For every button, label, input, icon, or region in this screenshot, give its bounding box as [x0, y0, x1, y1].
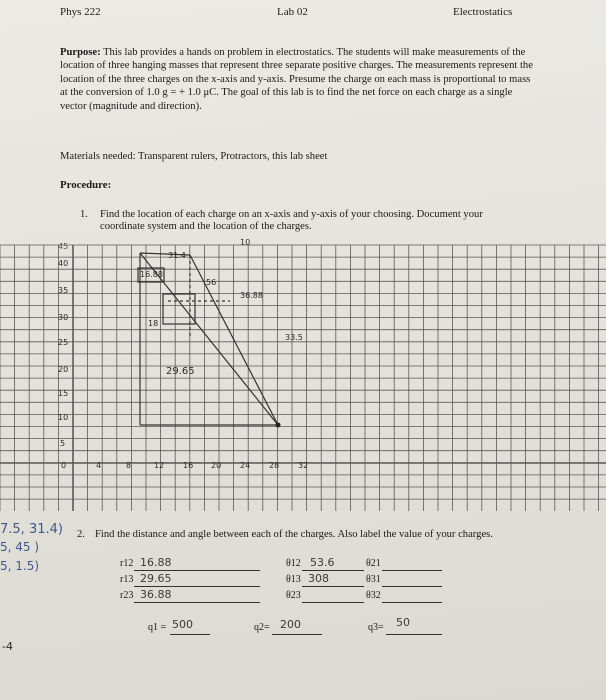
q2-label: q2=	[254, 622, 270, 633]
r12-line	[134, 570, 260, 571]
step-1-text: Find the location of each charge on an x-axis and y-axis of your choosing. Document your coordinate system and the location of the charges.	[100, 209, 483, 232]
top-mark: 10	[240, 238, 251, 247]
r23-label: r23	[120, 590, 134, 601]
y-label: 20	[58, 365, 69, 374]
r13-line	[134, 586, 260, 587]
angle-label: 18	[148, 319, 159, 328]
graph-paper	[0, 238, 606, 520]
purpose-text: This lab provides a hands on problem in electrostatics. The students will make measurements of the location of three hanging masses that represent three separate positive charges. The measurements represent the location of the three charges on the x-axis and y-axis. Presume the charge on each mass is proportional to mass at the conversion of 1.0 g = + 1.0 μC. The goal of this lab is to find the net force on each charge as a single vector (magnitude and direction).	[60, 47, 533, 112]
y-label: 10	[58, 413, 69, 422]
x-label: 12	[154, 461, 165, 470]
topic-title: Electrostatics	[453, 6, 513, 18]
grid-lines	[0, 245, 606, 511]
x-label: 28	[269, 461, 280, 470]
theta32-line	[382, 602, 442, 603]
distance-label-r12: 16.88	[140, 270, 163, 279]
angle-label: 31.4	[168, 251, 186, 260]
q3-line	[386, 634, 442, 635]
distance-label: 33.5	[285, 333, 303, 342]
step-2-number: 2.	[77, 529, 85, 540]
margin-note: 5, 1.5)	[0, 559, 40, 573]
r23-line	[134, 602, 260, 603]
theta32-label: θ32	[366, 590, 381, 601]
x-label: 20	[211, 461, 222, 470]
purpose-paragraph	[60, 46, 540, 113]
q3-value: 50	[396, 616, 410, 629]
theta23-line	[302, 602, 364, 603]
theta31-line	[382, 586, 442, 587]
theta13-label: θ13	[286, 574, 301, 585]
step-2-text: Find the distance and angle between each of the charges. Also label the value of your charges.	[95, 529, 493, 540]
x-label: 32	[298, 461, 309, 470]
step-1-number: 1.	[80, 209, 88, 220]
y-label: 15	[58, 389, 69, 398]
materials-line: Materials needed: Transparent rulers, Protractors, this lab sheet	[60, 151, 328, 162]
distance-label-r23: 36.88	[240, 291, 263, 300]
theta13-line	[302, 586, 364, 587]
angle-label: 56	[206, 278, 217, 287]
x-label: 4	[96, 461, 102, 470]
y-label: 30	[58, 313, 69, 322]
theta21-label: θ21	[366, 558, 381, 569]
q2-line	[272, 634, 322, 635]
q2-value: 200	[280, 618, 301, 631]
theta23-label: θ23	[286, 590, 301, 601]
distance-label-r13: 29.65	[166, 366, 195, 377]
y-label: 35	[58, 286, 69, 295]
q1-value: 500	[172, 618, 193, 631]
theta31-label: θ31	[366, 574, 381, 585]
purpose-label: Purpose:	[60, 47, 101, 58]
y-label: 40	[58, 259, 69, 268]
y-label: 0	[61, 461, 67, 470]
y-label: 5	[60, 439, 66, 448]
r12-label: r12	[120, 558, 134, 569]
procedure-heading: Procedure:	[60, 179, 112, 191]
theta13-value: 308	[308, 572, 329, 585]
y-label: 45	[58, 242, 69, 251]
margin-note: 7.5, 31.4)	[0, 522, 63, 537]
margin-note: -4	[2, 640, 13, 653]
course-title: Phys 222	[60, 6, 101, 18]
x-label: 24	[240, 461, 251, 470]
charge-point	[276, 423, 281, 428]
r13-value: 29.65	[140, 572, 172, 585]
r13-label: r13	[120, 574, 134, 585]
q1-label: q1 =	[148, 622, 167, 633]
theta12-value: 53.6	[310, 556, 335, 569]
r23-value: 36.88	[140, 588, 172, 601]
x-label: 8	[126, 461, 132, 470]
r12-value: 16.88	[140, 556, 172, 569]
x-label: 16	[183, 461, 194, 470]
y-label: 25	[58, 338, 69, 347]
margin-note: 5, 45 )	[0, 540, 40, 554]
q1-line	[170, 634, 210, 635]
coordinate-grid	[0, 241, 606, 520]
lab-number: Lab 02	[277, 6, 308, 18]
theta21-line	[382, 570, 442, 571]
theta12-label: θ12	[286, 558, 301, 569]
q3-label: q3=	[368, 622, 384, 633]
theta12-line	[302, 570, 364, 571]
